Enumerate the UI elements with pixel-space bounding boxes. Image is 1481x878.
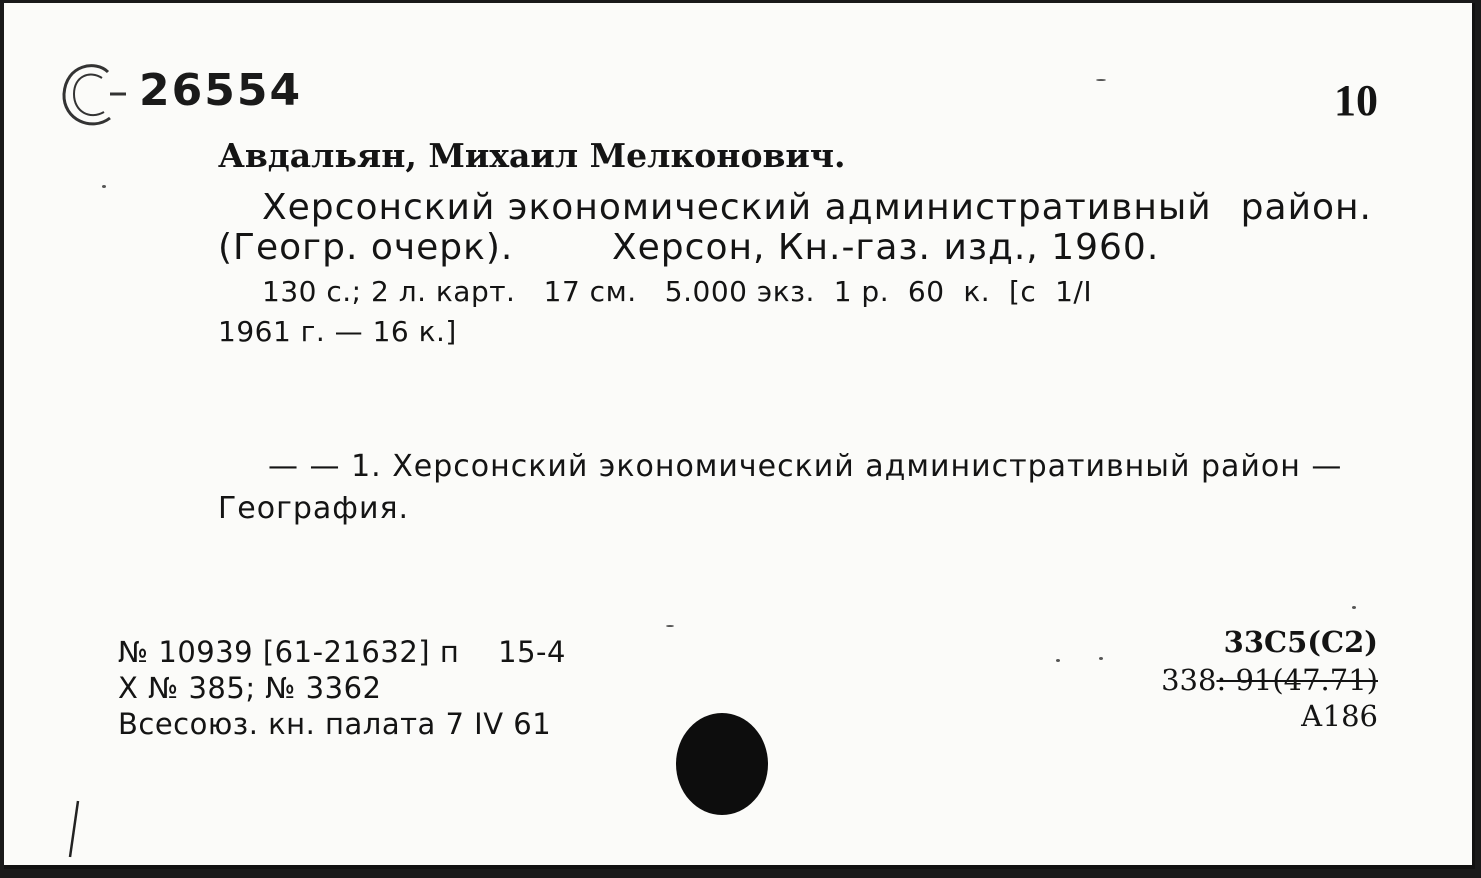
- collation-line-1: 130 с.; 2 л. карт. 17 см. 5.000 экз. 1 р. 60 к. [с 1/I: [262, 275, 1093, 308]
- speck: [102, 185, 106, 188]
- speck: [1056, 659, 1060, 662]
- call-number: 26554: [139, 65, 303, 116]
- collation-line-2: 1961 г. — 16 к.]: [218, 315, 457, 348]
- pencil-mark-icon: [66, 799, 82, 859]
- imprint: Херсон, Кн.-газ. изд., 1960.: [612, 227, 1160, 268]
- subject-heading-line-1: — — 1. Херсонский экономический административный район —: [268, 449, 1343, 484]
- chamber-date: Всесоюз. кн. палата 7 IV 61: [118, 707, 552, 741]
- speck: [1096, 79, 1106, 81]
- author-mark: А186: [1300, 699, 1378, 733]
- registration-number: № 10939 [61-21632] п 15-4: [118, 635, 566, 669]
- udc-struck: : 91(47.71): [1216, 663, 1378, 697]
- classification-code: 33С5(С2): [1223, 625, 1378, 659]
- subject-heading-line-2: География.: [218, 491, 410, 526]
- speck: [666, 625, 674, 627]
- title-line-1: Херсонский экономический административный: [262, 187, 1212, 228]
- card-punch-hole: [676, 713, 768, 815]
- reference-numbers: X № 385; № 3362: [118, 671, 382, 705]
- speck: [1099, 657, 1103, 660]
- circled-c-stamp-icon: [58, 58, 128, 132]
- speck: [1352, 606, 1356, 609]
- title-line-2: (Геогр. очерк).: [218, 227, 514, 268]
- udc-code: [1161, 663, 1378, 697]
- card-number: 10: [1334, 76, 1378, 125]
- catalog-card: [4, 3, 1475, 869]
- author-heading: Авдальян, Михаил Мелконович.: [218, 136, 846, 175]
- title-line-1-end: район.: [1240, 187, 1372, 228]
- udc-prefix: 338: [1161, 663, 1217, 697]
